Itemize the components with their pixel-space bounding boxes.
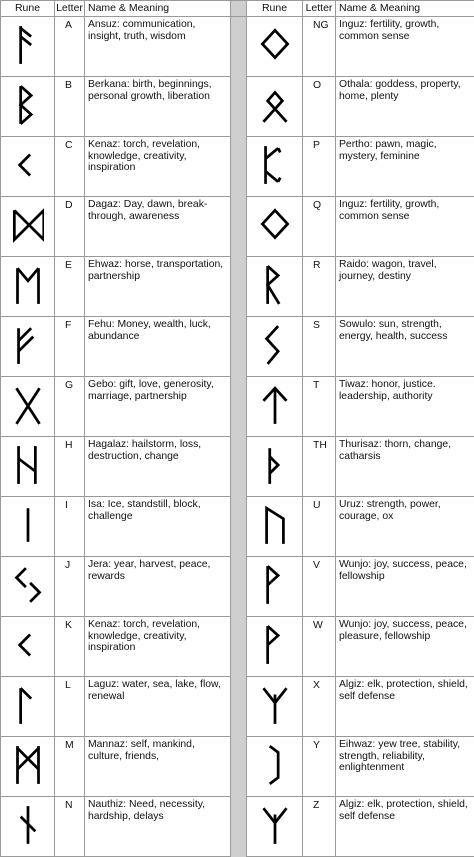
column-divider (231, 77, 247, 137)
column-divider (231, 377, 247, 437)
algiz-rune-icon (259, 684, 291, 730)
rune-cell (1, 617, 55, 677)
rune-cell (1, 737, 55, 797)
meaning-cell: Laguz: water, sea, lake, flow, renewal (85, 677, 231, 737)
header-rune-left: Rune (1, 1, 55, 17)
rune-cell (1, 377, 55, 437)
table-row (1, 617, 474, 677)
kenaz-rune-icon (12, 624, 44, 670)
table-row (1, 497, 474, 557)
kenaz-rune-icon (12, 144, 44, 190)
tiwaz-rune-icon (259, 384, 291, 430)
rune-cell (1, 317, 55, 377)
meaning-cell: Hagalaz: hailstorm, loss, destruction, change (85, 437, 231, 497)
gebo-rune-icon (12, 384, 44, 430)
meaning-cell: Uruz: strength, power, courage, ox (336, 497, 474, 557)
isa-rune-icon (12, 504, 44, 550)
letter-cell: Y (303, 737, 336, 797)
meaning-cell: Eihwaz: yew tree, stability, strength, reliability, enlightenment (336, 737, 474, 797)
rune-cell (1, 557, 55, 617)
table-row (1, 437, 474, 497)
letter-cell: C (55, 137, 85, 197)
table-row (1, 317, 474, 377)
rune-cell (1, 797, 55, 857)
meaning-cell: Ansuz: communication, insight, truth, wisdom (85, 17, 231, 77)
meaning-cell: Raido: wagon, travel, journey, destiny (336, 257, 474, 317)
table-row (1, 377, 474, 437)
meaning-cell: Wunjo: joy, success, peace, pleasure, fellowship (336, 617, 474, 677)
column-divider (231, 437, 247, 497)
rune-cell (247, 257, 303, 317)
rune-cell (1, 257, 55, 317)
header-row (1, 1, 474, 17)
letter-cell: A (55, 17, 85, 77)
meaning-cell: Mannaz: self, mankind, culture, friends, (85, 737, 231, 797)
inguz-rune-icon (259, 204, 291, 250)
eihwaz-rune-icon (259, 744, 291, 790)
rune-cell (247, 677, 303, 737)
rune-cell (1, 137, 55, 197)
inguz-rune-icon (259, 24, 291, 70)
rune-cell (1, 677, 55, 737)
dagaz-rune-icon (12, 204, 44, 250)
meaning-cell: Jera: year, harvest, peace, rewards (85, 557, 231, 617)
column-divider (231, 317, 247, 377)
letter-cell: P (303, 137, 336, 197)
meaning-cell: Dagaz: Day, dawn, break-through, awareness (85, 197, 231, 257)
meaning-cell: Fehu: Money, wealth, luck, abundance (85, 317, 231, 377)
column-divider (231, 737, 247, 797)
table-row (1, 257, 474, 317)
rune-cell (1, 17, 55, 77)
meaning-cell: Thurisaz: thorn, change, catharsis (336, 437, 474, 497)
rune-cell (247, 197, 303, 257)
meaning-cell: Algiz: elk, protection, shield, self defense (336, 797, 474, 857)
header-rune-right: Rune (247, 1, 303, 17)
wunjo-rune-icon (259, 564, 291, 610)
letter-cell: I (55, 497, 85, 557)
letter-cell: F (55, 317, 85, 377)
meaning-cell: Algiz: elk, protection, shield, self defense (336, 677, 474, 737)
letter-cell: E (55, 257, 85, 317)
rune-cell (247, 737, 303, 797)
meaning-cell: Berkana: birth, beginnings, personal growth, liberation (85, 77, 231, 137)
letter-cell: T (303, 377, 336, 437)
column-divider (231, 497, 247, 557)
meaning-cell: Pertho: pawn, magic, mystery, feminine (336, 137, 474, 197)
table-row (1, 677, 474, 737)
laguz-rune-icon (12, 684, 44, 730)
column-divider (231, 257, 247, 317)
thurisaz-rune-icon (259, 444, 291, 490)
letter-cell: J (55, 557, 85, 617)
rune-cell (247, 137, 303, 197)
letter-cell: O (303, 77, 336, 137)
berkana-rune-icon (12, 84, 44, 130)
table-row (1, 797, 474, 857)
meaning-cell: Sowulo: sun, strength, energy, health, success (336, 317, 474, 377)
pertho-rune-icon (259, 144, 291, 190)
table-row (1, 557, 474, 617)
ansuz-rune-icon (12, 24, 44, 70)
column-divider (231, 137, 247, 197)
table-row (1, 737, 474, 797)
meaning-cell: Ehwaz: horse, transportation, partnership (85, 257, 231, 317)
meaning-cell: Inguz: fertility, growth, common sense (336, 197, 474, 257)
rune-cell (247, 437, 303, 497)
meaning-cell: Kenaz: torch, revelation, knowledge, creativity, inspiration (85, 617, 231, 677)
letter-cell: D (55, 197, 85, 257)
letter-cell: TH (303, 437, 336, 497)
letter-cell: Q (303, 197, 336, 257)
nauthiz-rune-icon (12, 804, 44, 850)
meaning-cell: Wunjo: joy, success, peace, fellowship (336, 557, 474, 617)
header-letter-right: Letter (303, 1, 336, 17)
meaning-cell: Othala: goddess, property, home, plenty (336, 77, 474, 137)
rune-cell (247, 377, 303, 437)
meaning-cell: Inguz: fertility, growth, common sense (336, 17, 474, 77)
meaning-cell: Kenaz: torch, revelation, knowledge, creativity, inspiration (85, 137, 231, 197)
letter-cell: N (55, 797, 85, 857)
rune-cell (247, 317, 303, 377)
table-row (1, 77, 474, 137)
letter-cell: Z (303, 797, 336, 857)
letter-cell: U (303, 497, 336, 557)
column-divider (231, 197, 247, 257)
uruz-rune-icon (259, 504, 291, 550)
table-row (1, 197, 474, 257)
column-divider (231, 617, 247, 677)
meaning-cell: Tiwaz: honor, justice. leadership, authority (336, 377, 474, 437)
rune-cell (247, 77, 303, 137)
letter-cell: R (303, 257, 336, 317)
header-meaning-right: Name & Meaning (336, 1, 474, 17)
rune-cell (247, 17, 303, 77)
column-divider (231, 1, 247, 17)
letter-cell: L (55, 677, 85, 737)
meaning-cell: Nauthiz: Need, necessity, hardship, delays (85, 797, 231, 857)
letter-cell: M (55, 737, 85, 797)
rune-cell (1, 497, 55, 557)
othala-rune-icon (259, 84, 291, 130)
letter-cell: G (55, 377, 85, 437)
wunjo-rune-icon (259, 624, 291, 670)
fehu-rune-icon (12, 324, 44, 370)
rune-cell (247, 617, 303, 677)
letter-cell: X (303, 677, 336, 737)
letter-cell: V (303, 557, 336, 617)
letter-cell: S (303, 317, 336, 377)
rune-cell (1, 437, 55, 497)
column-divider (231, 17, 247, 77)
letter-cell: B (55, 77, 85, 137)
column-divider (231, 557, 247, 617)
letter-cell: K (55, 617, 85, 677)
sowulo-rune-icon (259, 324, 291, 370)
rune-cell (247, 557, 303, 617)
meaning-cell: Gebo: gift, love, generosity, marriage, partnership (85, 377, 231, 437)
column-divider (231, 797, 247, 857)
algiz-rune-icon (259, 804, 291, 850)
raido-rune-icon (259, 264, 291, 310)
header-meaning-left: Name & Meaning (85, 1, 231, 17)
jera-rune-icon (12, 564, 44, 610)
header-letter-left: Letter (55, 1, 85, 17)
meaning-cell: Isa: Ice, standstill, block, challenge (85, 497, 231, 557)
rune-cell (247, 797, 303, 857)
letter-cell: W (303, 617, 336, 677)
hagalaz-rune-icon (12, 444, 44, 490)
letter-cell: H (55, 437, 85, 497)
mannaz-rune-icon (12, 744, 44, 790)
rune-cell (247, 497, 303, 557)
letter-cell: NG (303, 17, 336, 77)
rune-cell (1, 197, 55, 257)
table-row (1, 17, 474, 77)
rune-cell (1, 77, 55, 137)
table-row (1, 137, 474, 197)
column-divider (231, 677, 247, 737)
ehwaz-rune-icon (12, 264, 44, 310)
